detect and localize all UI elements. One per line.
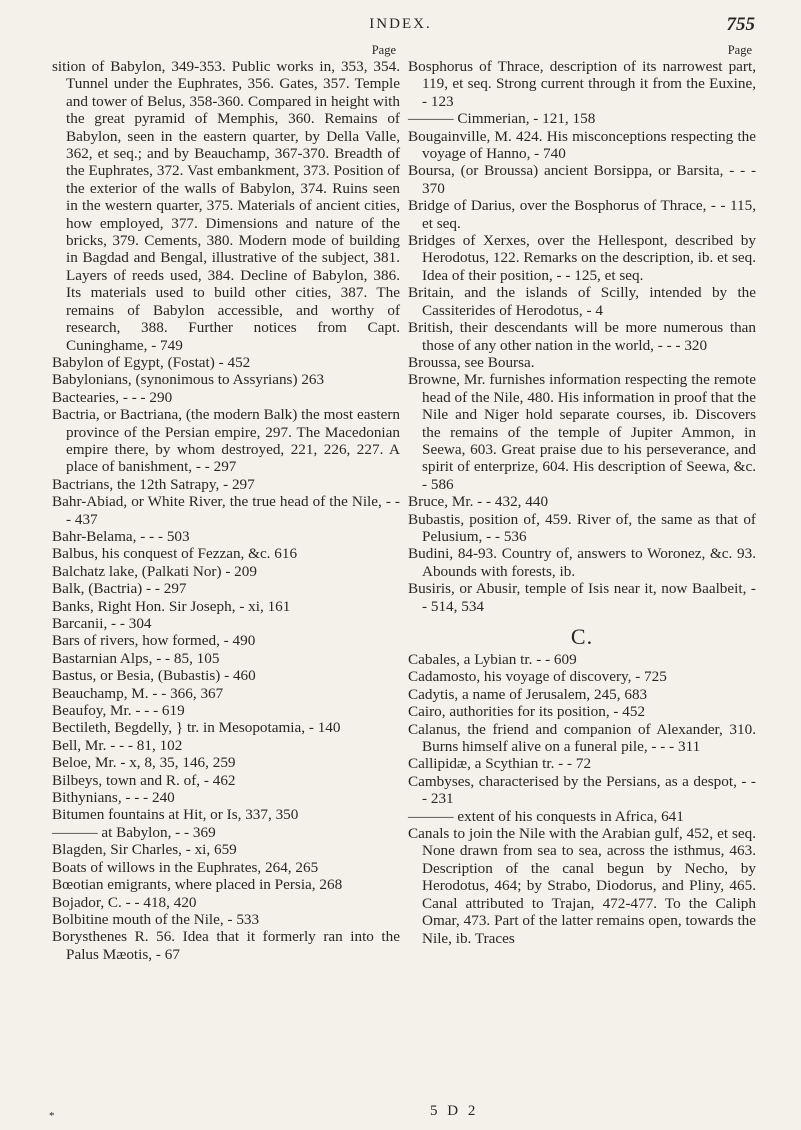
index-entry: Blagden, Sir Charles, - xi, 659 (52, 841, 237, 859)
index-entry: Britain, and the islands of Scilly, intended by the Cassiterides of Herodotus, - 4 (408, 284, 756, 319)
index-entry: ——— extent of his conquests in Africa, 641 (408, 807, 684, 825)
index-entry: Callipidæ, a Scythian tr. - - 72 (408, 755, 592, 773)
index-entry: Bactearies, - - - 290 (52, 388, 173, 406)
index-entry: Balk, (Bactria) - - 297 (52, 580, 187, 598)
index-entry: Beloe, Mr. - x, 8, 35, 146, 259 (52, 754, 236, 772)
header-title: INDEX. (369, 16, 432, 32)
index-entry: Cairo, authorities for its position, - 452 (408, 703, 646, 721)
index-entry: Calanus, the friend and companion of Alexander, 310. Burns himself alive on a funeral pile, - - - 311 (408, 720, 756, 756)
page-mark: * (49, 1110, 55, 1122)
index-entry: British, their descendants will be more numerous than those of any other nation in the world, - - - 320 (408, 319, 756, 354)
right-entry-list-b (408, 58, 756, 615)
index-entry: Beauchamp, M. - - 366, 367 (52, 684, 224, 702)
index-entry: Cambyses, characterised by the Persians, as a despot, - - - 231 (408, 772, 756, 808)
index-entry: Bojador, C. - - 418, 420 (52, 893, 197, 911)
index-entry: Bitumen fountains at Hit, or Is, 337, 350 (52, 806, 299, 824)
header-page-number: 755 (726, 14, 755, 35)
index-entry: Bolbitine mouth of the Nile, - 533 (52, 910, 260, 928)
left-entry-list (52, 58, 400, 963)
left-page-label: Page (371, 43, 396, 57)
index-entry: Borysthenes R. 56. Idea that it formerly ran into the Palus Mæotis, - 67 (52, 928, 400, 963)
index-entry: Bastarnian Alps, - - 85, 105 (52, 649, 220, 667)
index-entry: Banks, Right Hon. Sir Joseph, - xi, 161 (52, 597, 291, 615)
index-entry: Broussa, see Boursa. (408, 353, 535, 371)
index-entry: Canals to join the Nile with the Arabian gulf, 452, et seq. None drawn from sea to sea, across the isthmus, 463. Description of the canal begun by Necho, by Herodotus, 464; by Strabo, Diodorus, and Pliny, 465. Canal attributed to Trajan, 472-477. To the Caliph Omar, 473. Part of the latter remains open, towards the Nile, ib. Traces (408, 825, 756, 947)
right-entry-list-c (408, 651, 756, 947)
index-entry: Bilbeys, town and R. of, - 462 (52, 771, 236, 789)
right-page-label: Page (727, 43, 752, 57)
index-entry: Bastus, or Besia, (Bubastis) - 460 (52, 667, 256, 685)
index-entry: Babylon of Egypt, (Fostat) - 452 (52, 353, 251, 371)
index-entry: Boursa, (or Broussa) ancient Borsippa, or Barsita, - - - 370 (408, 162, 756, 197)
left-column (52, 42, 400, 963)
index-entry: Bell, Mr. - - - 81, 102 (52, 736, 183, 754)
index-entry: Cadytis, a name of Jerusalem, 245, 683 (408, 685, 648, 703)
index-entry: Bougainville, M. 424. His misconceptions respecting the voyage of Hanno, - 740 (408, 127, 756, 163)
index-entry: Bubastis, position of, 459. River of, the same as that of Pelusium, - - 536 (408, 510, 756, 545)
index-entry: Beaufoy, Mr. - - - 619 (52, 702, 185, 720)
letter-heading-c: C. (570, 624, 594, 649)
index-entry: Barcanii, - - 304 (52, 615, 152, 632)
index-entry: Cabales, a Lybian tr. - - 609 (408, 651, 577, 668)
index-entry: Bœotian emigrants, where placed in Persia, 268 (52, 876, 343, 894)
index-entry: Balchatz lake, (Palkati Nor) - 209 (52, 562, 257, 580)
right-column (408, 42, 756, 947)
index-entry: Bectileth, Begdelly, } tr. in Mesopotamia, - 140 (52, 719, 341, 737)
index-entry: Browne, Mr. furnishes information respecting the remote head of the Nile, 480. His information in proof that the Nile and Niger hold separate courses, ib. Discovers the remains of the temple of Jupiter Ammon, in Seewa, 603. Great praise due to his perseverance, and spirit of enterprize, 604. His description of Seewa, &c. - 586 (408, 371, 756, 493)
index-entry: Bahr-Belama, - - - 503 (52, 527, 190, 545)
index-entry: Bridge of Darius, over the Bosphorus of Thrace, - - 115, et seq. (408, 197, 756, 232)
index-entry: Bactrians, the 12th Satrapy, - 297 (52, 475, 255, 493)
index-entry: Bruce, Mr. - - 432, 440 (408, 493, 549, 511)
index-entry: Bahr-Abiad, or White River, the true head of the Nile, - - - 437 (52, 493, 400, 528)
index-entry: Bosphorus of Thrace, description of its narrowest part, 119, et seq. Strong current through it from the Euxine, - 123 (408, 58, 756, 110)
index-entry: Budini, 84-93. Country of, answers to Woronez, &c. 93. Abounds with forests, ib. (408, 545, 756, 580)
index-entry: ——— Cimmerian, - 121, 158 (408, 110, 596, 128)
index-entry: Bactria, or Bactriana, (the modern Balk) the most eastern province of the Persian empire, 297. The Macedonian empire there, by whom destroyed, 221, 226, 227. A place of banishment, - - 297 (52, 406, 400, 476)
index-entry: ——— at Babylon, - - 369 (52, 823, 216, 841)
index-entry: sition of Babylon, 349-353. Public works in, 353, 354. Tunnel under the Euphrates, 356. Gates, 357. Temple and tower of Belus, 358-360. Compared in height with the great pyramid of Memphis, 360. Remains of Babylon, seen in the eastern quarter, by Della Valle, 362, et seq.; and by Beauchamp, 367-370. Breadth of the Euphrates, 372. Vast embankment, 373. Position of the exterior of the walls of Babylon, 374. Ruins seen in the western quarter, 375. Materials of ancient cities, how employed, 377. Dimensions and nature of the bricks, 379. Cements, 380. Modern mode of building in Bagdad and Bengal, illustrative of the subject, 381. Layers of reeds used, 384. Decline of Babylon, 386. Its materials used to build other cities, 387. The remains of Babylon accessible, and worthy of research, 388. Further notices from Capt. Cuninghame, - 749 (52, 58, 400, 354)
index-entry: Boats of willows in the Euphrates, 264, 265 (52, 858, 319, 876)
index-entry: Balbus, his conquest of Fezzan, &c. 616 (52, 545, 298, 563)
index-entry: Babylonians, (synonimous to Assyrians) 263 (52, 371, 325, 389)
index-entry: Busiris, or Abusir, temple of Isis near it, now Baalbeit, - - 514, 534 (408, 580, 756, 615)
index-entry: Bars of rivers, how formed, - 490 (52, 632, 256, 650)
index-entry: Cadamosto, his voyage of discovery, - 725 (408, 668, 667, 686)
signature-mark: 5 D 2 (430, 1103, 479, 1119)
index-entry: Bithynians, - - - 240 (52, 789, 175, 807)
index-entry: Bridges of Xerxes, over the Hellespont, described by Herodotus, 122. Remarks on the description, ib. et seq. Idea of their position, - - 125, et seq. (408, 232, 756, 284)
